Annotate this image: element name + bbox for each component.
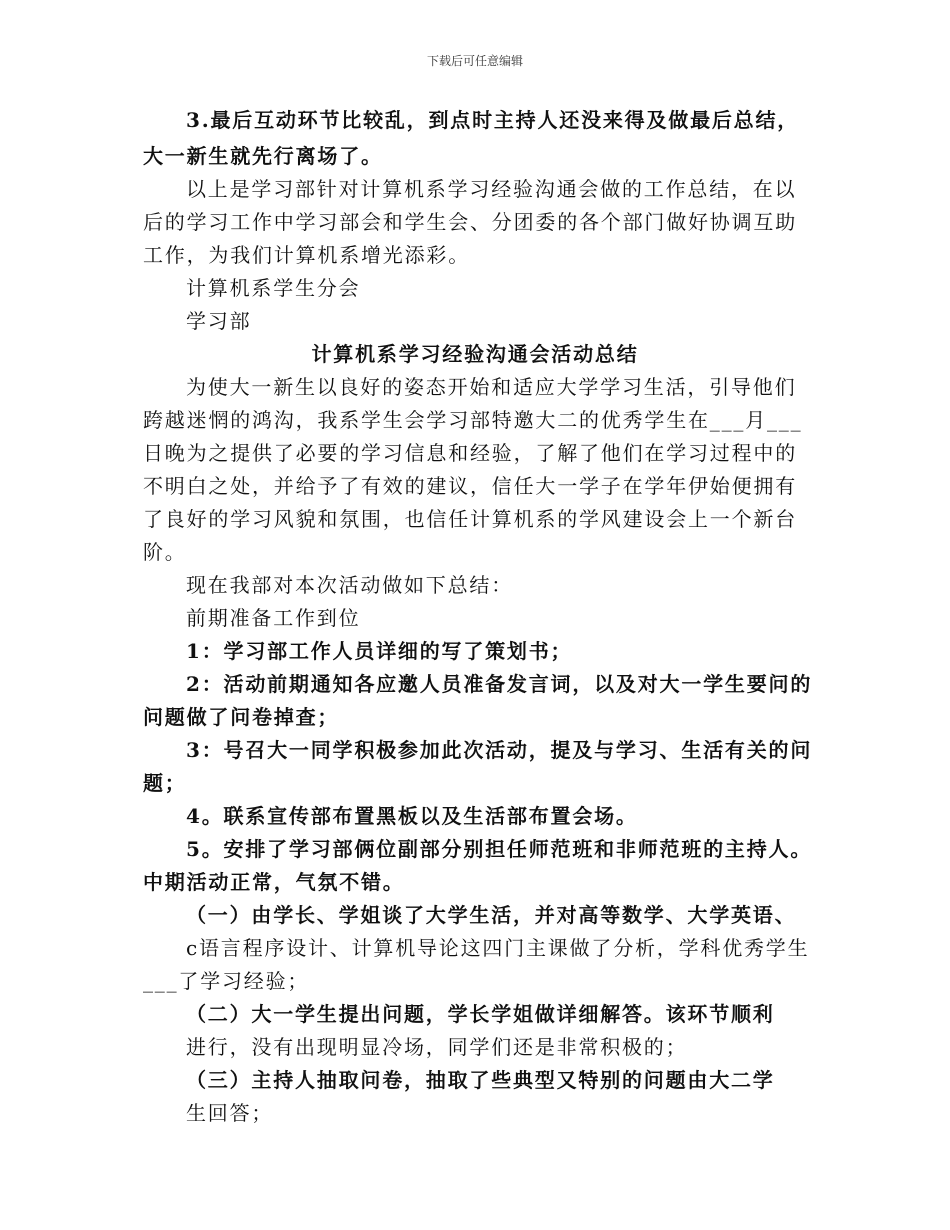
text-line: 题； xyxy=(143,771,187,795)
text-line: 前期准备工作到位 xyxy=(186,606,361,630)
text-line: 5。安排了学习部俩位副部分别担任师范班和非师范班的主持人。 xyxy=(186,837,813,861)
text-line: 日晚为之提供了必要的学习信息和经验，了解了他们在学习过程中的 xyxy=(143,441,797,465)
text-line: 3.最后互动环节比较乱，到点时主持人还没来得及做最后总结， xyxy=(186,108,800,132)
text-line: （二）大一学生提出问题，学长学姐做详细解答。该环节顺利 xyxy=(186,1002,775,1026)
text-line: c语言程序设计、计算机导论这四门主课做了分析，学科优秀学生 xyxy=(186,936,810,960)
text-line: 后的学习工作中学习部会和学生会、分团委的各个部门做好协调互助 xyxy=(143,210,797,234)
text-line: 中期活动正常，气氛不错。 xyxy=(143,870,405,894)
text-line: ___了学习经验； xyxy=(143,969,310,993)
text-line: 2：活动前期通知各应邀人员准备发言词，以及对大一学生要问的 xyxy=(186,672,813,696)
text-line: 生回答； xyxy=(186,1101,274,1125)
text-line: 了良好的学习风貌和氛围，也信任计算机系的学风建设会上一个新台 xyxy=(143,507,797,531)
text-line: 为使大一新生以良好的姿态开始和适应大学学习生活，引导他们 xyxy=(186,375,797,399)
text-line: 计算机系学生分会 xyxy=(186,276,361,300)
text-line: 跨越迷惘的鸿沟，我系学生会学习部特邀大二的优秀学生在___月___ xyxy=(143,408,803,432)
text-line: 学习部 xyxy=(186,309,252,333)
text-line: （一）由学长、学姐谈了大学生活，并对高等数学、大学英语、 xyxy=(186,903,797,927)
text-line: 现在我部对本次活动做如下总结： xyxy=(186,573,513,597)
page-header: 下载后可任意编辑 xyxy=(426,54,523,68)
text-line: 3：号召大一同学积极参加此次活动，提及与学习、生活有关的问 xyxy=(186,738,813,762)
text-line: 不明白之处，并给予了有效的建议，信任大一学子在学年伊始便拥有 xyxy=(143,474,797,498)
text-line: 1：学习部工作人员详细的写了策划书； xyxy=(186,639,573,663)
text-line: 以上是学习部针对计算机系学习经验沟通会做的工作总结，在以 xyxy=(186,177,797,201)
text-line: 阶。 xyxy=(143,540,187,564)
section-title: 计算机系学习经验沟通会活动总结 xyxy=(311,342,639,366)
text-line: 大一新生就先行离场了。 xyxy=(143,144,383,168)
text-line: 问题做了问卷掉查； xyxy=(143,705,340,729)
text-line: （三）主持人抽取问卷，抽取了些典型又特别的问题由大二学 xyxy=(186,1068,775,1092)
text-line: 进行，没有出现明显冷场，同学们还是非常积极的； xyxy=(186,1035,688,1059)
text-line: 4。联系宣传部布置黑板以及生活部布置会场。 xyxy=(186,804,638,828)
text-line: 工作，为我们计算机系增光添彩。 xyxy=(143,243,470,267)
